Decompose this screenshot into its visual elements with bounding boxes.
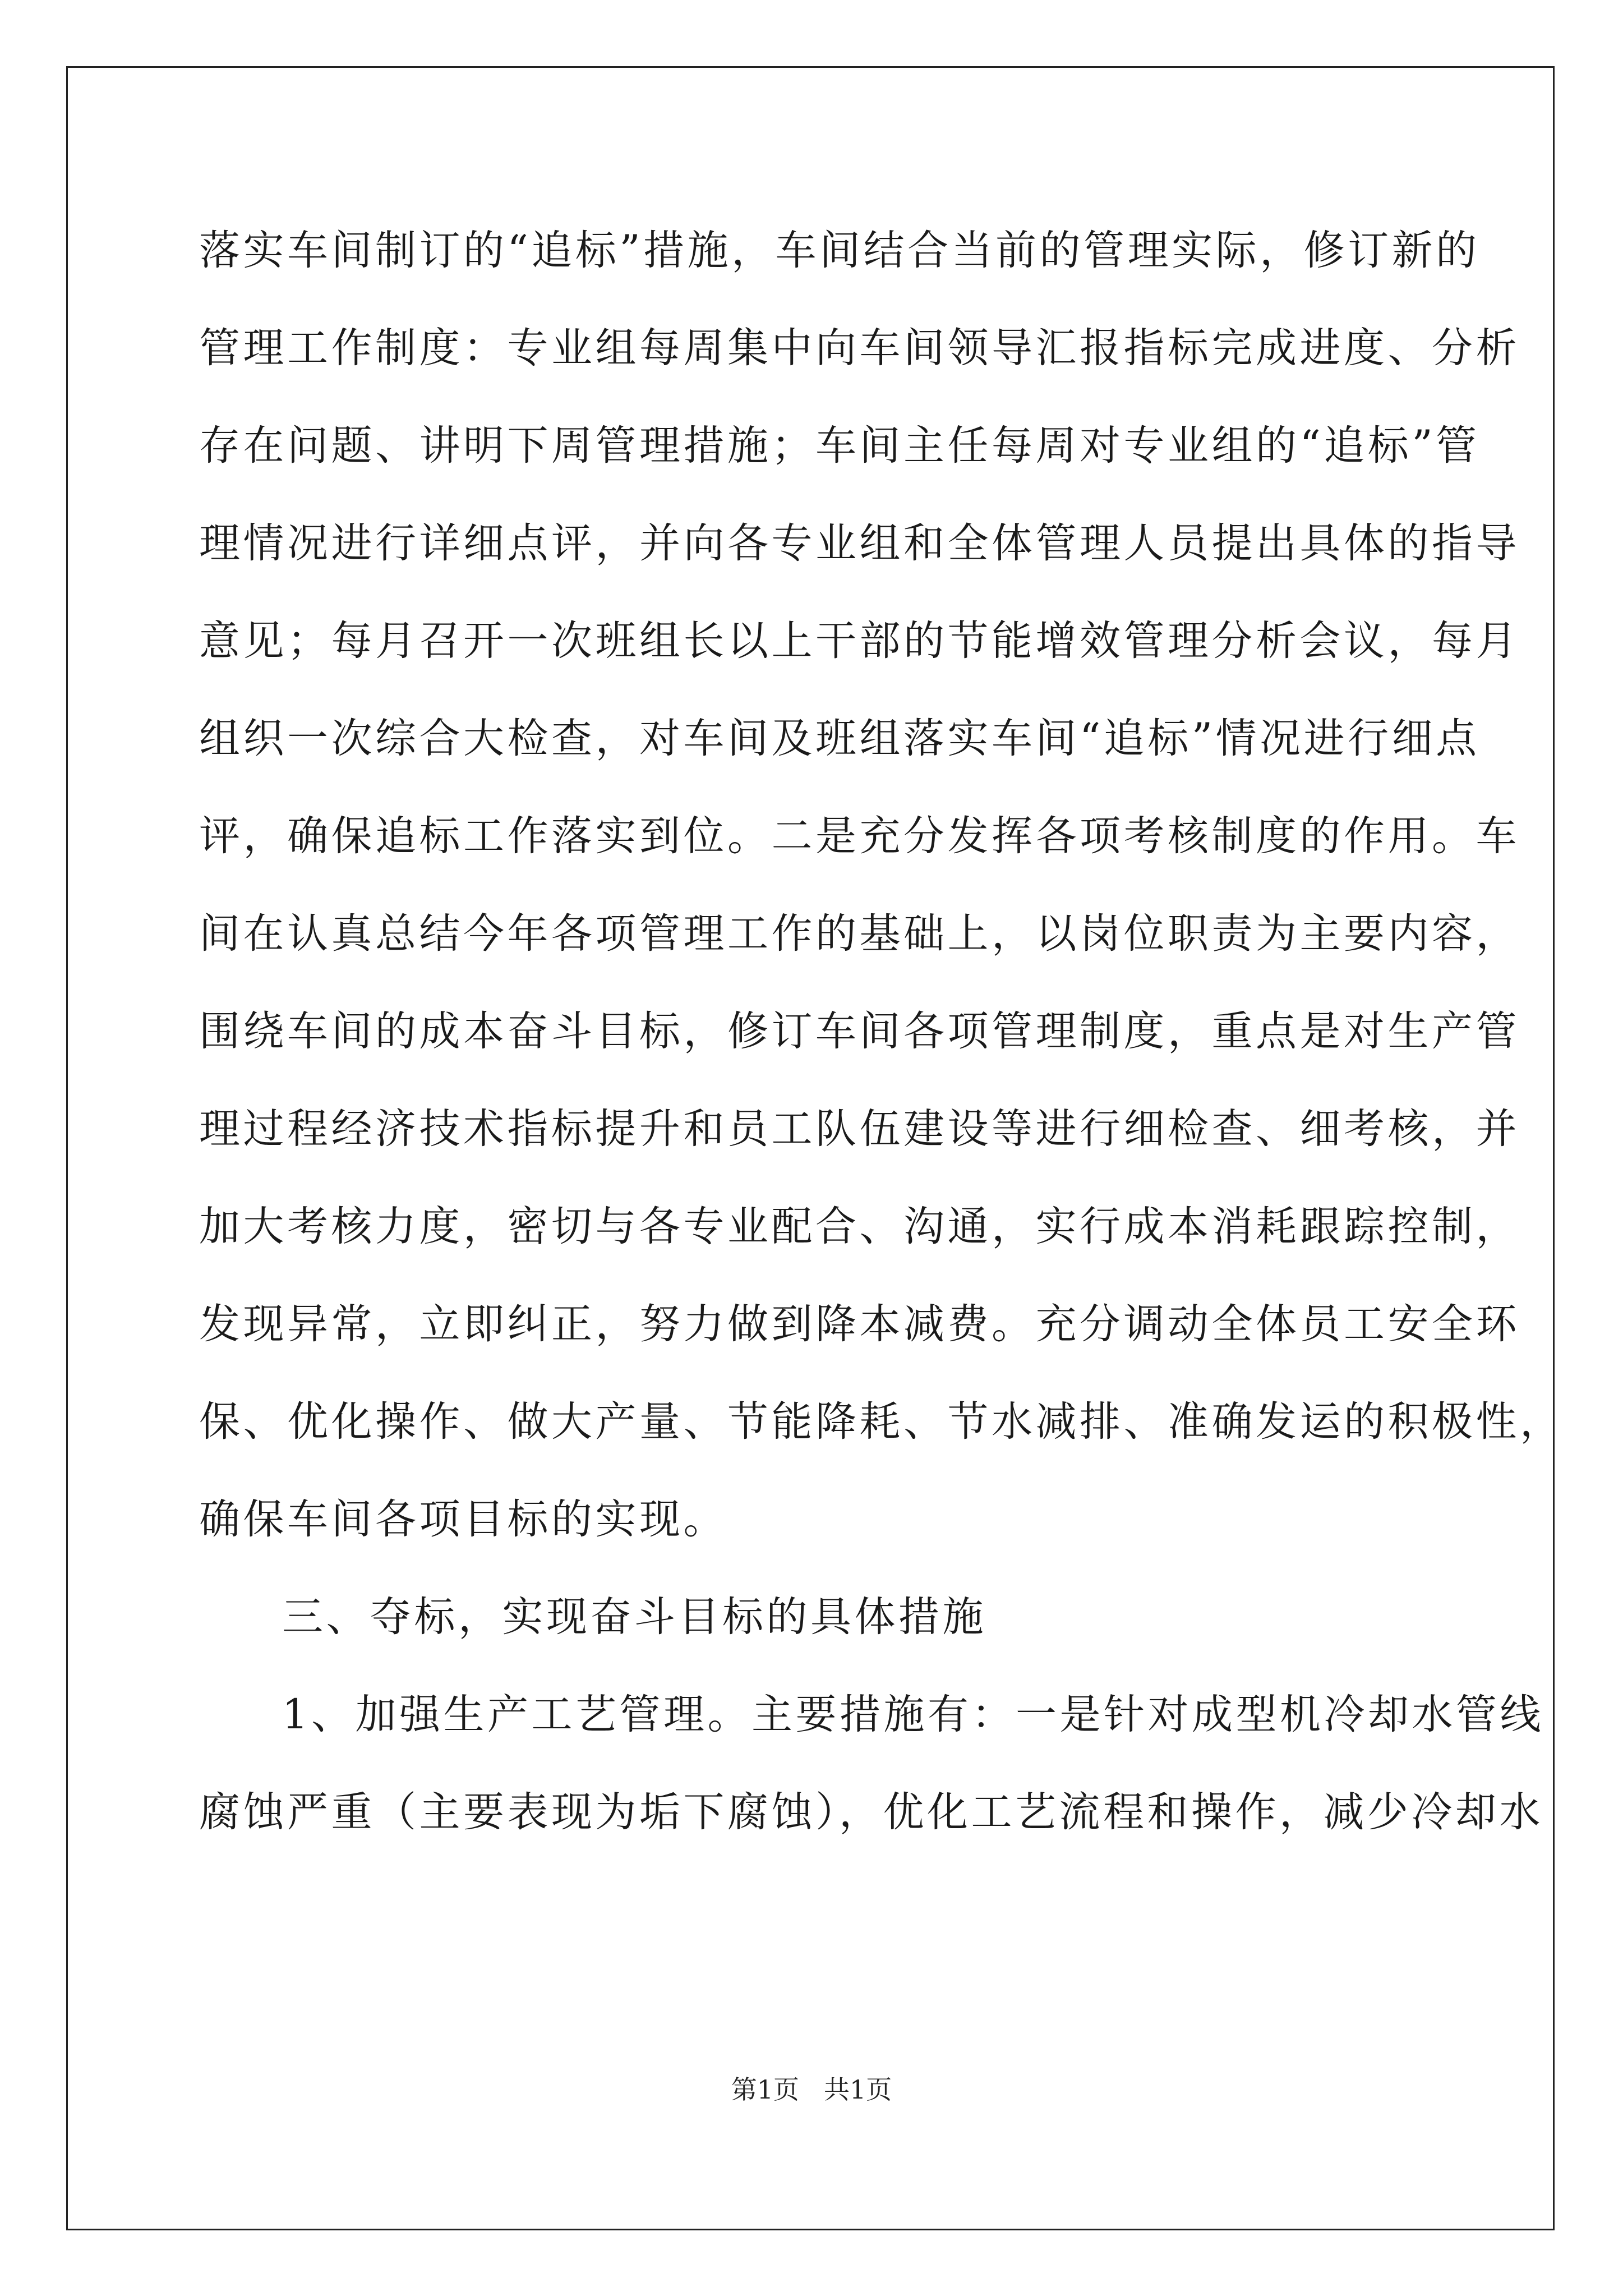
text-line: 管理工作制度：专业组每周集中向车间领导汇报指标完成进度、分析 (199, 324, 1520, 372)
text-line: 发现异常，立即纠正，努力做到降本减费。充分调动全体员工安全环 (199, 1300, 1520, 1348)
page-footer (0, 2073, 1623, 2106)
document-body (199, 202, 1564, 1861)
text-line: 落实车间制订的“追标”措施，车间结合当前的管理实际，修订新的 (199, 227, 1480, 274)
page-total: 共1页 (824, 2074, 892, 2105)
text-line: 腐蚀严重（主要表现为垢下腐蚀），优化工艺流程和操作，减少冷却水 (199, 1788, 1543, 1836)
text-line: 评，确保追标工作落实到位。二是充分发挥各项考核制度的作用。车 (199, 812, 1520, 860)
paragraph-first-line: 1、加强生产工艺管理。主要措施有：一是针对成型机冷却水管线 (282, 1691, 1544, 1738)
text-line: 存在问题、讲明下周管理措施；车间主任每周对专业组的“追标”管 (199, 422, 1480, 470)
section-heading: 三、夺标，实现奋斗目标的具体措施 (282, 1593, 986, 1641)
text-line: 保、优化操作、做大产量、节能降耗、节水减排、准确发运的积极性， (199, 1398, 1564, 1446)
text-line: 确保车间各项目标的实现。 (199, 1496, 727, 1543)
text-line: 理过程经济技术指标提升和员工队伍建设等进行细检查、细考核，并 (199, 1105, 1520, 1153)
page-number: 第1页 (731, 2074, 799, 2105)
text-line: 间在认真总结今年各项管理工作的基础上，以岗位职责为主要内容， (199, 910, 1520, 958)
text-line: 加大考核力度，密切与各专业配合、沟通，实行成本消耗跟踪控制， (199, 1203, 1520, 1250)
text-line: 组织一次综合大检查，对车间及班组落实车间“追标”情况进行细点 (199, 715, 1480, 762)
text-line: 围绕车间的成本奋斗目标，修订车间各项管理制度，重点是对生产管 (199, 1007, 1520, 1055)
text-line: 意见；每月召开一次班组长以上干部的节能增效管理分析会议，每月 (199, 617, 1520, 665)
text-line: 理情况进行详细点评，并向各专业组和全体管理人员提出具体的指导 (199, 519, 1520, 567)
